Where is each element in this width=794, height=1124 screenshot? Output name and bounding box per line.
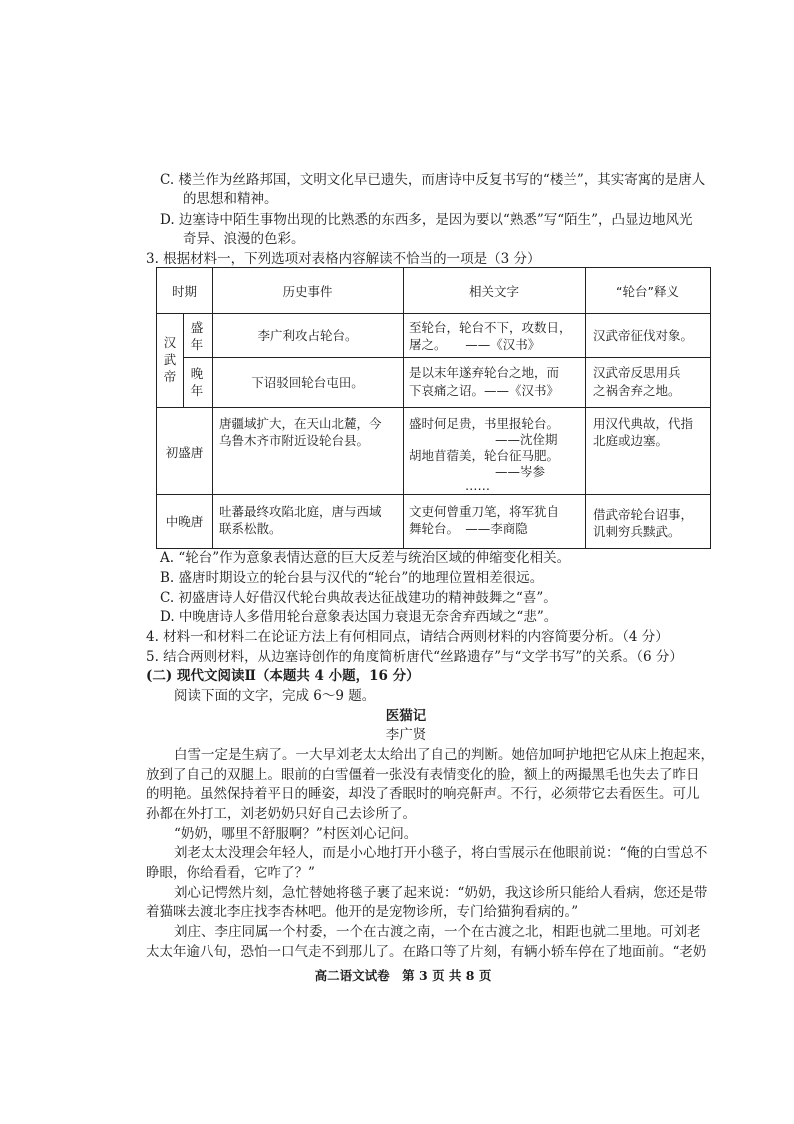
sub-period-char: 年 (190, 337, 204, 352)
section-heading: (二) 现代文阅读Ⅱ（本题共 4 小题，16 分） (146, 668, 420, 684)
article-line: 刘心记愕然片刻，急忙替她将毯子裹了起来说：“奶奶，我这诊所只能给人看病，您还是带 (174, 885, 708, 901)
table-rule (183, 313, 184, 407)
article-line: 刘庄、李庄同属一个村委，一个在古渡之南，一个在古渡之北，相距也就二里地。可刘老 (174, 924, 701, 940)
q3-option-a: A. “轮台”作为意象表情达意的巨大反差与统治区域的伸缩变化相关。 (160, 550, 571, 566)
period-han-char: 汉 (163, 335, 177, 350)
table-rule (183, 357, 710, 358)
row4-meaning: 讥刺穷兵黩武。 (593, 524, 681, 539)
page-footer: 高二语文试卷 第 3 页 共 8 页 (314, 968, 492, 983)
table-rule (403, 268, 404, 548)
sub-period-char: 晚 (190, 366, 204, 381)
option-d-line2: 奇异、浪漫的色彩。 (183, 231, 305, 247)
row4-event: 联系松散。 (219, 521, 282, 536)
reading-instruction: 阅读下面的文字，完成 6～9 题。 (174, 688, 376, 704)
header-text: 相关文字 (468, 284, 519, 299)
article-title: 医猫记 (385, 708, 427, 724)
table-rule (157, 313, 710, 314)
table-rule (157, 407, 710, 408)
question-4: 4. 材料一和材料二在论证方法上有何相同点，请结合两则材料的内容简要分析。（4 分） (146, 629, 669, 645)
article-line: 孙都在外打工，刘老奶奶只好自己去诊所了。 (146, 806, 416, 822)
table-rule (585, 268, 586, 548)
row4-text: 文吏何曾重刀笔，将军犹自 (409, 504, 560, 519)
row3-text: ——沈佺期 (495, 432, 558, 447)
row4-period: 中晚唐 (165, 514, 204, 529)
row1-text: 屠之。 ——《汉书》 (409, 337, 541, 352)
sub-period-char: 盛 (190, 320, 204, 335)
article-line: 刘老太太没理会年轻人，而是小心地打开小毯子，将白雪展示在他眼前说：“俺的白雪总不 (174, 845, 708, 861)
row3-meaning: 用汉代典故，代指 (593, 416, 694, 431)
article-line: 着猫咪去渡北李庄找李杏林吧。他开的是宠物诊所，专门给猫狗看病的。” (146, 904, 579, 920)
row3-period: 初盛唐 (165, 445, 204, 460)
row3-event: 唐疆域扩大，在天山北麓，今 (219, 416, 382, 431)
question-5: 5. 结合两则材料，从边塞诗创作的角度简析唐代“丝路遗存”与“文学书写”的关系。（6 分） (146, 649, 683, 665)
period-han-char: 武 (163, 352, 177, 367)
history-table (156, 267, 711, 549)
q3-option-c: C. 初盛唐诗人好借汉代轮台典故表达征战建功的精神鼓舞之“喜”。 (160, 590, 557, 606)
row3-text: 盛时何足贵，书里报轮台。 (409, 416, 560, 431)
row2-meaning: 之祸舍弃之地。 (593, 383, 681, 398)
option-c-line1: C. 楼兰作为丝路邦国，文明文化早已遗失，而唐诗中反复书写的“楼兰”，其实寄寓的是唐人 (160, 172, 706, 188)
q3-option-b: B. 盛唐时期设立的轮台县与汉代的“轮台”的地理位置相差很远。 (160, 570, 544, 586)
row3-event: 乌鲁木齐市附近设轮台县。 (219, 433, 370, 448)
period-han-char: 帝 (163, 369, 177, 384)
row2-text: 是以末年遂弃轮台之地，而 (409, 365, 560, 380)
row3-text: ——岑参 (495, 464, 546, 479)
article-line: “奶奶，哪里不舒服啊？”村医刘心记问。 (174, 826, 418, 842)
header-meaning: “轮台”释义 (616, 284, 679, 299)
sub-period-char: 年 (190, 383, 204, 398)
row4-meaning: 借武帝轮台诏事， (593, 507, 694, 522)
table-rule (157, 494, 710, 495)
article-line: 的明艳。虽然保持着平日的睡姿，却没了香眠时的响亮鼾声。不行，必须带它去看医生。可儿 (146, 786, 700, 802)
table-rule (212, 268, 213, 548)
row1-text: 至轮台，轮台不下，攻数日， (409, 320, 572, 335)
row3-meaning: 北庭或边塞。 (593, 433, 669, 448)
row2-event: 下诏驳回轮台屯田。 (251, 375, 364, 390)
option-c-line2: 的思想和精神。 (183, 191, 278, 207)
article-line: 白雪一定是生病了。一大早刘老太太给出了自己的判断。她倍加呵护地把它从床上抱起来， (174, 747, 714, 763)
article-line: 睁眼，你给看看，它咋了？” (146, 865, 315, 881)
row3-text: …… (465, 478, 490, 493)
row1-event: 李广利攻占轮台。 (257, 328, 358, 343)
row4-text: 舞轮台。 ——李商隐 (409, 521, 528, 536)
q3-option-d: D. 中晚唐诗人多借用轮台意象表达国力衰退无奈舍弃西域之“悲”。 (160, 609, 558, 625)
row4-event: 吐蕃最终攻陷北庭，唐与西域 (219, 504, 382, 519)
row2-text: 下哀痛之诏。——《汉书》 (409, 383, 560, 398)
row2-meaning: 汉武帝反思用兵 (593, 365, 681, 380)
row1-meaning: 汉武帝征伐对象。 (593, 328, 694, 343)
article-line: 放到了自己的双腿上。眼前的白雪僵着一张没有表情变化的脸，额上的两撮黑毛也失去了昨日 (146, 767, 700, 783)
article-line: 太太年逾八旬，恐怕一口气走不到那儿了。在路口等了片刻，有辆小轿车停在了地面前。“老奶 (146, 944, 707, 960)
header-event: 历史事件 (282, 284, 333, 299)
option-d-line1: D. 边塞诗中陌生事物出现的比熟悉的东西多，是因为要以“熟悉”写“陌生”，凸显边地风光 (160, 212, 693, 228)
header-period: 时期 (171, 284, 197, 299)
article-author: 李广贤 (385, 727, 427, 743)
row3-text: 胡地苜蓿美，轮台征马肥。 (409, 448, 560, 463)
question-3-stem: 3. 根据材料一，下列选项对表格内容解读不恰当的一项是（3 分） (146, 251, 541, 267)
